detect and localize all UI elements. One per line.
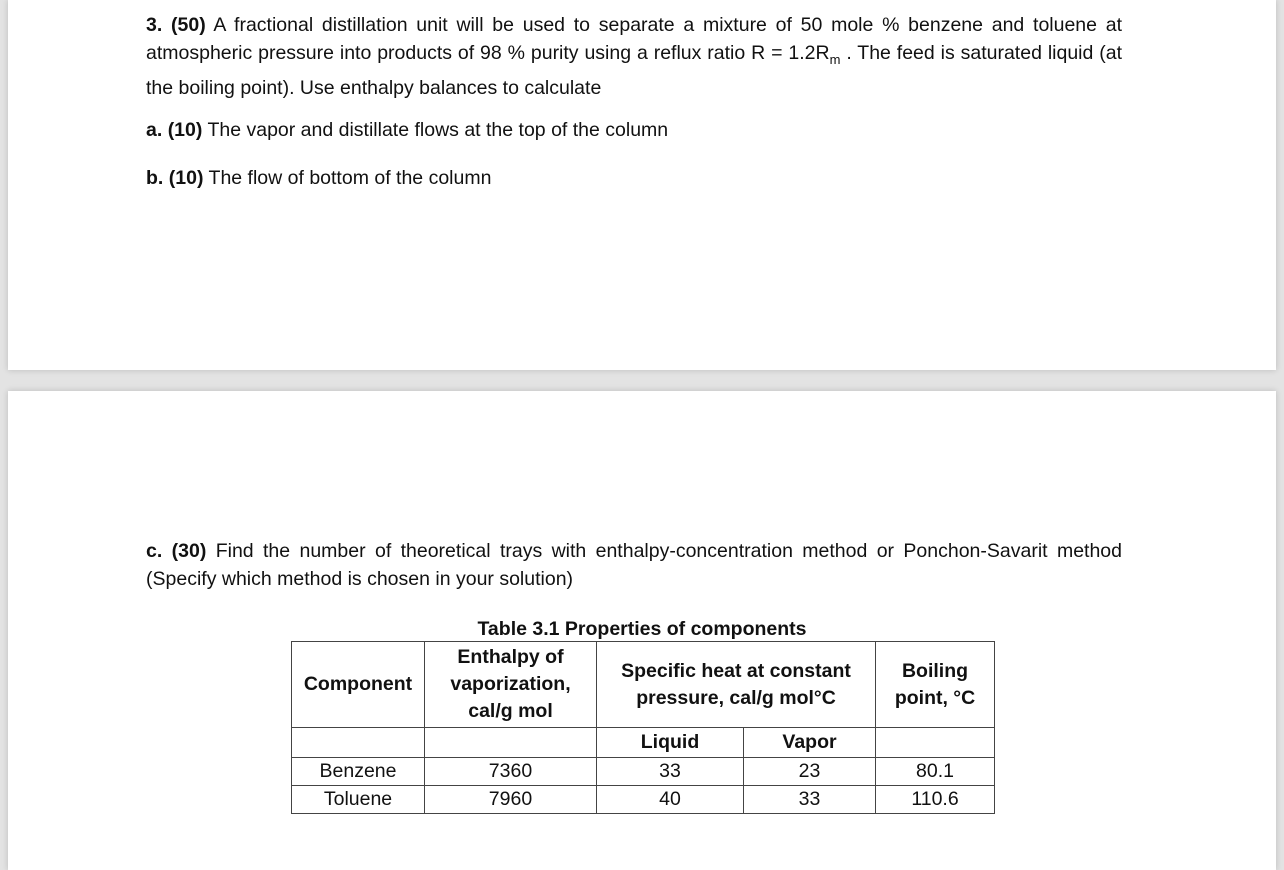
cell-vapor: 33 (744, 786, 876, 814)
question-number: 3. (146, 14, 163, 36)
part-b (146, 164, 1122, 192)
question-subscript: m (829, 51, 841, 67)
cell-enthalpy: 7960 (425, 786, 597, 814)
cell-liquid: 33 (597, 758, 744, 786)
table-subheader-row (292, 728, 995, 758)
question-text-end: . The feed is saturated liquid (at the boiling point). Use enthalpy balances to calculate (146, 42, 1122, 99)
header-component: Component (292, 642, 425, 728)
header-enthalpy: Enthalpy of vaporization, cal/g mol (425, 642, 597, 728)
part-c (146, 537, 1122, 593)
question-points: (50) (171, 14, 206, 36)
table-row (292, 786, 995, 814)
part-a-text: The vapor and distillate flows at the top of the column (207, 119, 669, 141)
question-text: A fractional distillation unit will be used to separate a mixture of 50 mole % benzene and toluene at atmospheric pressure into products of 98 % purity using a reflux ratio R = 1.2R (146, 14, 1123, 64)
cell-component: Toluene (292, 786, 425, 814)
part-c-points: (30) (171, 540, 207, 562)
part-a-points: (10) (167, 119, 203, 141)
part-b-text: The flow of bottom of the column (208, 167, 492, 189)
header-boiling-point: Boiling point, °C (876, 642, 995, 728)
table-header-row (292, 642, 995, 728)
cell-component: Benzene (292, 758, 425, 786)
cell-boiling: 110.6 (876, 786, 995, 814)
cell-enthalpy: 7360 (425, 758, 597, 786)
part-b-points: (10) (168, 167, 204, 189)
question-intro (146, 11, 1122, 102)
part-a-label: a. (146, 119, 163, 141)
part-a (146, 116, 1122, 144)
cell-boiling: 80.1 (876, 758, 995, 786)
header-specific-heat: Specific heat at constant pressure, cal/g mol°C (597, 642, 876, 728)
table-caption: Table 3.1 Properties of components (477, 618, 807, 640)
properties-table (291, 641, 995, 814)
part-c-text: Find the number of theoretical trays with enthalpy-concentration method or Ponchon-Savarit method (Specify which method is chosen in your solution) (146, 540, 1122, 590)
cell-vapor: 23 (744, 758, 876, 786)
header-liquid: Liquid (597, 728, 744, 758)
part-c-label: c. (146, 540, 163, 562)
cell-liquid: 40 (597, 786, 744, 814)
header-vapor: Vapor (744, 728, 876, 758)
part-b-label: b. (146, 167, 164, 189)
table-row (292, 758, 995, 786)
